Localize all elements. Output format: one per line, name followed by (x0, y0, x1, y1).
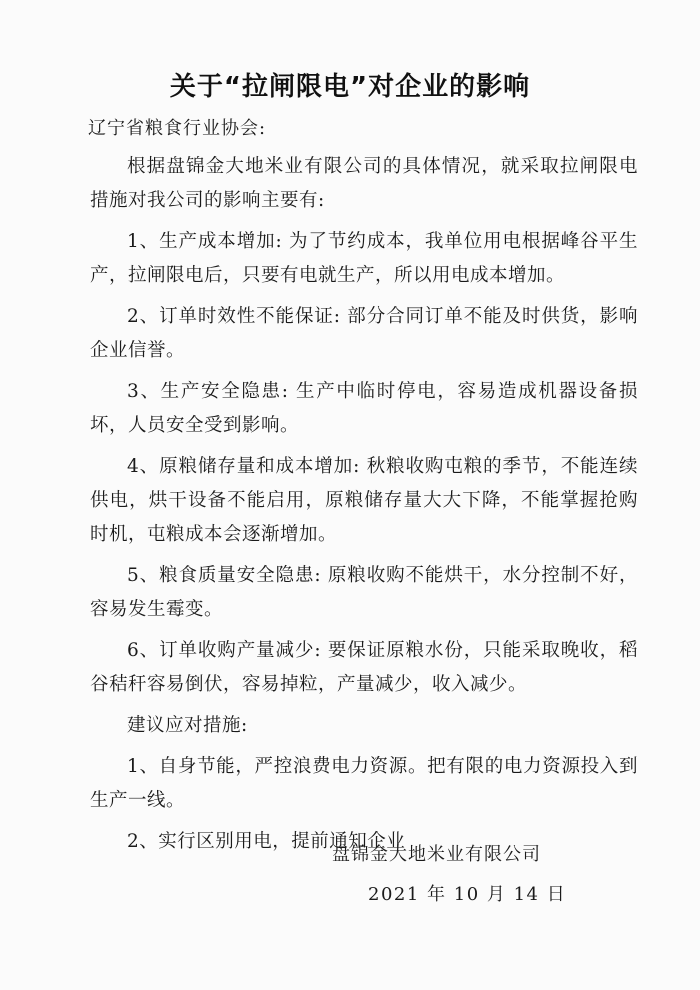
document-title: 关于“拉闸限电”对企业的影响 (169, 72, 531, 102)
salutation: 辽宁省粮食行业协会: (88, 118, 267, 139)
impact-item-6: 6、订单收购产量减少: 要保证原粮水份，只能采取晚收，稻谷秸秆容易倒伏，容易掉粒，产量减少，收入减少。 (90, 640, 638, 695)
suggestion-item-2: 2、实行区别用电，提前通知企业 (127, 831, 406, 852)
signature-company: 盘锦金大地米业有限公司 (332, 844, 541, 865)
suggestion-item-1: 1、自身节能，严控浪费电力资源。把有限的电力资源投入到生产一线。 (90, 756, 638, 811)
suggestions-heading: 建议应对措施: (127, 715, 248, 736)
intro-paragraph: 根据盘锦金大地米业有限公司的具体情况，就采取拉闸限电措施对我公司的影响主要有: (90, 156, 638, 211)
impact-item-1: 1、生产成本增加: 为了节约成本，我单位用电根据峰谷平生产，拉闸限电后，只要有电就生产，所以用电成本增加。 (90, 231, 638, 286)
signature-date: 2021 年 10 月 14 日 (368, 884, 567, 905)
impact-item-2: 2、订单时效性不能保证: 部分合同订单不能及时供货，影响企业信誉。 (90, 306, 638, 361)
document-body (90, 150, 638, 866)
impact-item-3: 3、生产安全隐患: 生产中临时停电，容易造成机器设备损坏，人员安全受到影响。 (90, 381, 638, 436)
impact-item-5: 5、粮食质量安全隐患: 原粮收购不能烘干，水分控制不好，容易发生霉变。 (90, 565, 638, 620)
impact-item-4: 4、原粮储存量和成本增加: 秋粮收购屯粮的季节，不能连续供电，烘干设备不能启用，原粮储存量大大下降，不能掌握抢购时机，屯粮成本会逐渐增加。 (90, 456, 638, 545)
